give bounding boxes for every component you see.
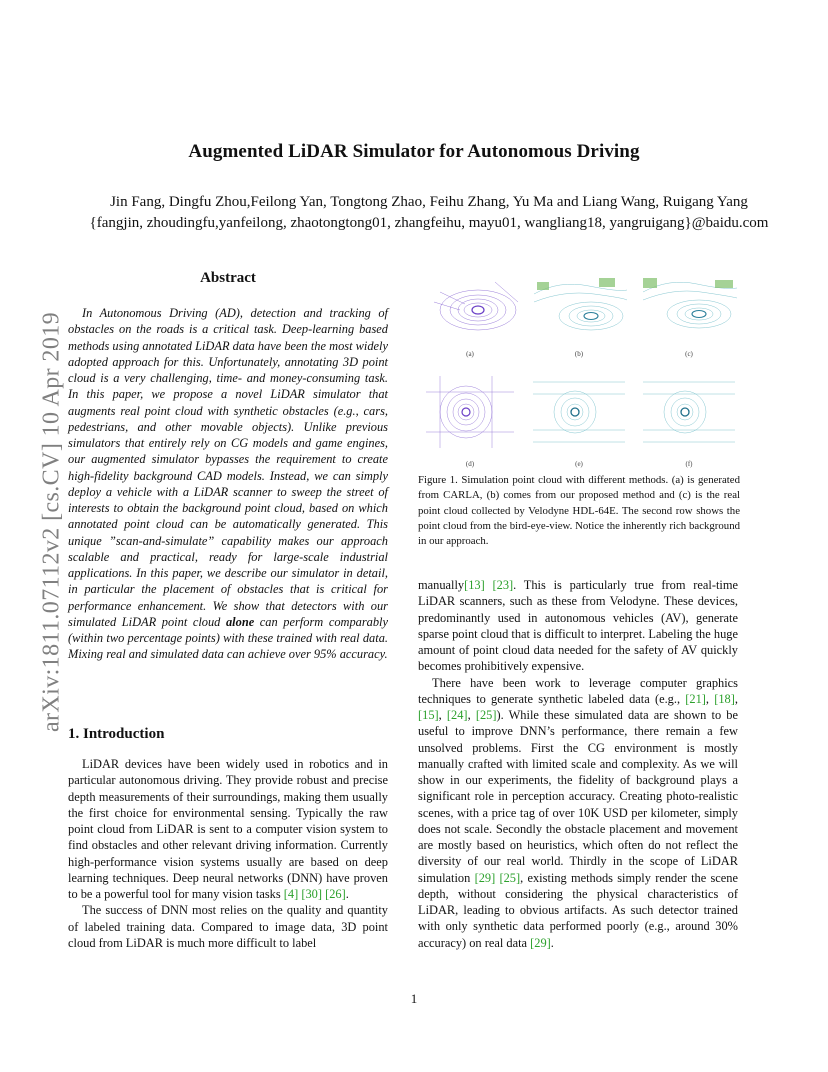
figure-panel-d [420,372,520,450]
figure-panel-f [639,372,739,450]
point-cloud-carla-perspective [420,272,520,342]
author-emails: {fangjin, zhoudingfu,yanfeilong, zhaotongtong01, zhangfeihu, mayu01, wangliang18, yangruigang}@baidu.com [89,215,769,231]
abstract-text-part-2: can perform comparably (within two percentage points) with these trained with real data. Mixing real and simulated data can achieve over 95% accuracy. [68,614,389,662]
paper-title: Augmented LiDAR Simulator for Autonomous Driving [188,141,640,162]
figure-caption [418,473,740,549]
intro-p4-part-a: There have been work to leverage computer graphics techniques to generate synthetic labeled data (e.g., [418,675,738,706]
figure-sub-label-f: (f) [685,460,693,468]
citation-link[interactable]: [30] [301,887,322,901]
figure-panel-b [529,272,629,342]
figure-sub-label-b: (b) [574,350,584,358]
citation-link[interactable]: [26] [325,887,346,901]
citation-link[interactable]: [25] [499,870,521,885]
intro-paragraph-3 [418,577,738,675]
abstract-emphasis: alone [225,614,255,629]
citation-link[interactable]: [25] [475,708,497,722]
intro-p2-text: The success of DNN most relies on the quality and quantity of labeled training data. Compared to image data, 3D point cloud from LiDAR is much more difficult to label [68,903,388,950]
citation-link[interactable]: [23] [492,578,514,592]
intro-p3-text: . This is particularly true from real-time LiDAR scanners, such as these from Velodyne. These devices, predominantly used in autonomous vehicles (AV), generate sparse point cloud that is difficult to interpret. Labeling the huge amount of point cloud data needed for the safety of AV quickly becomes prohibitively expensive. [418,578,738,674]
figure-panel-c [639,272,739,342]
figure-sub-label-c: (c) [685,350,693,358]
abstract-text-part-1: In Autonomous Driving (AD), detection and tracking of obstacles on the roads is a critical task. Deep-learning based methods using annotated LiDAR data have been the most widely adopted approach for this. Unfortunately, annotating 3D point cloud is a very challenging, time- and money-consuming task. In this paper, we propose a novel LiDAR simulator that augments real point cloud with synthetic obstacles (e.g., cars, pedestrians, and other movable objects). Unlike previous simulators that entirely rely on CG models and game engines, our augmented simulator bypasses the requirement to create high-fidelity background CAD models. Instead, we can simply deploy a vehicle with a LiDAR scanner to sweep the street of interests to obtain the background point cloud, based on which annotated point cloud can be automatically generated. This unique ”scan-and-simulate” capability makes our approach scalable and practical, ready for large-scale industrial applications. In this paper, we describe our simulator in detail, in particular the placement of obstacles that is critical for performance enhancement. We show that detectors with our simulated LiDAR point cloud [68,306,388,629]
point-cloud-simulated-bev [529,372,629,450]
figure-caption-text: Figure 1. Simulation point cloud with different methods. (a) is generated from CARLA, (b) comes from our proposed method and (c) is the real point cloud collected by Velodyne HDL-64E. The second row shows the point cloud from the bird-eye-view. Notice the inherently rich background in our approach. [418,474,740,548]
page-number: 1 [410,991,418,1006]
abstract-body [68,305,388,663]
point-cloud-simulated-perspective [529,272,629,342]
abstract-heading: Abstract [200,270,256,286]
citation-link[interactable]: [13] [464,578,485,592]
intro-p1-end: . [345,887,349,901]
intro-paragraph-1 [68,756,388,902]
point-cloud-carla-bev [420,372,520,450]
citation-link[interactable]: [21] [685,691,706,706]
citation-link[interactable]: [15] [418,708,439,722]
intro-p4-part-c: , existing methods simply render the scene depth, without considering the physical characteristics of LiDAR, leading to obvious artifacts. As such detector trained with only synthetic data performed poorly (e.g., around 30% accuracy) on real data [418,870,738,950]
intro-paragraph-2 [68,902,388,951]
citation-link[interactable]: [18] [714,691,735,706]
intro-p4-part-d: . [550,935,554,950]
introduction-left-column [68,756,388,951]
citation-link[interactable]: [24] [446,708,468,722]
intro-paragraph-4: There have been work to leverage computer graphics techniques to generate synthetic labeled data (e.g., [21], [18], [15], [24], [25]). While these simulated data are shown to be useful to improve DNN’s performance, there remain a few unsolved problems. First the CG environment is mostly manually crafted with limited scale and complexity. As we will show in our experiments, the fidelity of background plays a significant role in perception accuracy. Creating photo-realistic scenes, with a price tag of over 10K USD per kilometer, simply does not scale. Secondly the obstacle placement and movement are mostly based on heuristics, which often do not reflect the diversity of our real world. Thirdly in the scope of LiDAR simulation [29] [25], existing methods simply render the scene depth, without considering the physical characteristics of LiDAR, leading to obvious artifacts. As such detector trained with only synthetic data performed poorly (e.g., around 30% accuracy) on real data [29]. [418,675,738,950]
point-cloud-real-bev [639,372,739,450]
citation-link[interactable]: [29] [474,870,496,885]
intro-p3-start: manually [418,578,465,592]
intro-p1-text: LiDAR devices have been widely used in robotics and in particular autonomous driving. They provide robust and precise depth measurements of their surroundings, making them usually the first choice for environmental sensing. Typically the raw point cloud from LiDAR is sent to a computer vision system to find obstacles and other relevant driving information. Currently high-performance vision systems usually are based on deep learning techniques. Deep neural networks (DNN) have proven to be a powerful tool for many vision tasks [68,757,388,901]
figure-panel-e [529,372,629,450]
figure-sub-label-e: (e) [575,460,583,468]
citation-link[interactable]: [29] [530,935,551,950]
introduction-right-column [418,577,738,951]
figure-panel-a [420,272,520,342]
arxiv-identifier: arXiv:1811.07112v2 [cs.CV] 10 Apr 2019 [38,311,65,733]
figure-1 [418,272,740,472]
point-cloud-real-perspective [639,272,739,342]
figure-sub-label-a: (a) [466,350,474,358]
intro-p4-part-b: ). While these simulated data are shown to be useful to improve DNN’s performance, there remain a few unsolved problems. First the CG environment is mostly manually crafted with limited scale and complexity. As we will show in our experiments, the fidelity of background plays a significant role in perception accuracy. Creating photo-realistic scenes, with a price tag of over 10K USD per kilometer, simply does not scale. Secondly the obstacle placement and movement are mostly based on heuristics, which often do not reflect the diversity of our real world. Thirdly in the scope of LiDAR simulation [418,708,738,885]
citation-link[interactable]: [4] [283,887,299,901]
author-list: Jin Fang, Dingfu Zhou,Feilong Yan, Tongtong Zhao, Feihu Zhang, Yu Ma and Liang Wang, Ruigang Yang [110,194,748,210]
figure-sub-label-d: (d) [465,460,475,468]
section-heading-introduction: 1. Introduction [68,726,165,742]
